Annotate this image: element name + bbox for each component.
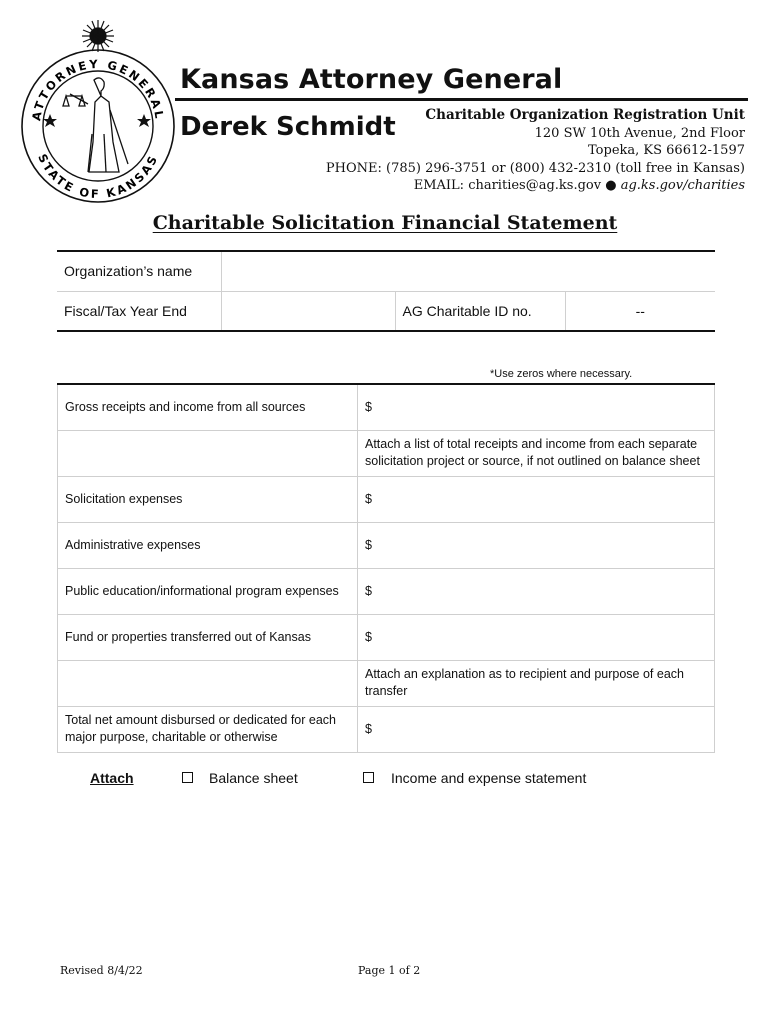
table-row	[58, 476, 715, 522]
balance-sheet-label: Balance sheet	[209, 770, 298, 786]
income-statement-label: Income and expense statement	[391, 770, 587, 786]
gross-receipts-field[interactable]: $	[358, 384, 715, 430]
attorney-general-name: Derek Schmidt	[180, 112, 396, 142]
row-label: Administrative expenses	[58, 522, 358, 568]
transfer-attach-note: Attach an explanation as to recipient and purpose of each transfer	[358, 660, 715, 706]
org-name-label: Organization’s name	[57, 251, 221, 291]
seal-bottom-text: STATE OF KANSAS	[35, 151, 161, 202]
row-label: Total net amount disbursed or dedicated for each major purpose, charitable or otherwise	[58, 706, 358, 752]
unit-name: Charitable Organization Registration Unit	[425, 107, 745, 123]
header-rule	[175, 98, 748, 101]
row-label: Solicitation expenses	[58, 476, 358, 522]
program-expenses-field[interactable]: $	[358, 568, 715, 614]
address-line-1: 120 SW 10th Avenue, 2nd Floor	[534, 125, 745, 141]
transferred-funds-field[interactable]: $	[358, 614, 715, 660]
balance-sheet-checkbox[interactable]	[182, 772, 193, 783]
agency-title: Kansas Attorney General	[180, 64, 563, 95]
fiscal-year-label: Fiscal/Tax Year End	[57, 291, 221, 331]
row-label	[58, 660, 358, 706]
ag-id-field[interactable]: --	[635, 302, 645, 319]
table-row	[58, 568, 715, 614]
fiscal-year-field[interactable]	[221, 291, 395, 331]
organization-info-table	[57, 250, 715, 332]
attach-label: Attach	[90, 770, 134, 786]
total-disbursed-field[interactable]: $	[358, 706, 715, 752]
row-label	[58, 430, 358, 476]
email-text: EMAIL: charities@ag.ks.gov ●	[413, 178, 617, 193]
financial-statement-table	[57, 383, 715, 753]
document-title	[0, 212, 770, 234]
income-statement-checkbox[interactable]	[363, 772, 374, 783]
zeros-note: *Use zeros where necessary.	[490, 368, 633, 380]
table-row	[58, 706, 715, 752]
ag-id-label: AG Charitable ID no.	[395, 291, 565, 331]
kansas-attorney-general-seal	[20, 14, 180, 204]
row-label: Fund or properties transferred out of Kansas	[58, 614, 358, 660]
row-label: Public education/informational program expenses	[58, 568, 358, 614]
table-row	[58, 384, 715, 430]
table-row	[58, 522, 715, 568]
email-line	[326, 177, 745, 195]
page-number: Page 1 of 2	[358, 964, 421, 977]
document-title-text: Charitable Solicitation Financial Statement	[152, 212, 618, 234]
org-name-row	[57, 251, 715, 291]
org-name-field[interactable]	[221, 251, 715, 291]
solicitation-expenses-field[interactable]: $	[358, 476, 715, 522]
receipts-attach-note: Attach a list of total receipts and income from each separate solicitation project or source, if not outlined on balance sheet	[358, 430, 715, 476]
fiscal-row	[57, 291, 715, 331]
table-row	[58, 614, 715, 660]
revised-date: Revised 8/4/22	[60, 964, 143, 977]
contact-block	[326, 107, 745, 195]
phone-line: PHONE: (785) 296-3751 or (800) 432-2310 (toll free in Kansas)	[325, 160, 745, 176]
table-row	[58, 660, 715, 706]
website-link[interactable]: ag.ks.gov/charities	[616, 178, 745, 193]
table-row	[58, 430, 715, 476]
administrative-expenses-field[interactable]: $	[358, 522, 715, 568]
row-label: Gross receipts and income from all sources	[58, 384, 358, 430]
address-line-2: Topeka, KS 66612-1597	[588, 143, 745, 158]
seal-top-text: ATTORNEY GENERAL	[29, 56, 167, 122]
